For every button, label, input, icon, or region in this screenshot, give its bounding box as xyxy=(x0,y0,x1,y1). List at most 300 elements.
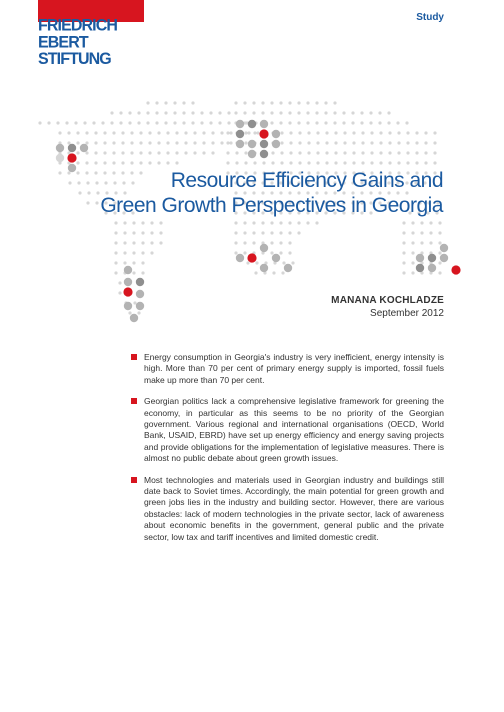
map-dot xyxy=(352,151,355,154)
map-dot xyxy=(76,151,79,154)
map-dot xyxy=(58,131,61,134)
map-dot xyxy=(191,101,194,104)
map-dot xyxy=(280,141,283,144)
map-dot xyxy=(307,141,310,144)
map-dot xyxy=(234,231,237,234)
map-dot xyxy=(325,161,328,164)
map-dot xyxy=(270,241,273,244)
map-dot xyxy=(148,151,151,154)
map-dot xyxy=(211,131,214,134)
map-dot xyxy=(94,161,97,164)
map-dot xyxy=(370,151,373,154)
map-dot xyxy=(123,221,126,224)
map-dot xyxy=(182,101,185,104)
map-dot xyxy=(65,121,68,124)
map-dot xyxy=(252,241,255,244)
map-dot xyxy=(85,131,88,134)
map-dot xyxy=(270,221,273,224)
map-dot xyxy=(235,161,238,164)
map-dot xyxy=(343,151,346,154)
map-dot xyxy=(270,101,273,104)
map-dot xyxy=(291,261,294,264)
map-dot xyxy=(361,151,364,154)
map-dot xyxy=(261,111,264,114)
map-dot xyxy=(159,241,162,244)
map-dot-highlight xyxy=(248,150,256,158)
map-dot xyxy=(324,101,327,104)
map-dot xyxy=(388,141,391,144)
map-dot xyxy=(289,131,292,134)
map-dot-highlight xyxy=(124,278,132,286)
map-dot xyxy=(252,231,255,234)
author-block xyxy=(331,295,444,319)
map-dot xyxy=(243,111,246,114)
map-dot xyxy=(114,221,117,224)
map-dot-highlight xyxy=(56,144,64,152)
map-dot xyxy=(76,141,79,144)
map-dot xyxy=(433,141,436,144)
map-dot xyxy=(289,161,292,164)
map-dot xyxy=(397,141,400,144)
map-dot xyxy=(402,231,405,234)
map-dot xyxy=(334,161,337,164)
map-dot xyxy=(420,221,423,224)
map-dot xyxy=(325,131,328,134)
title-line-2: Green Growth Perspectives in Georgia xyxy=(100,194,443,217)
map-dot xyxy=(148,131,151,134)
map-dot xyxy=(67,171,70,174)
map-dot xyxy=(306,121,309,124)
map-dot xyxy=(146,101,149,104)
map-dot xyxy=(164,111,167,114)
logo-line-1: FRIEDRICH xyxy=(38,16,118,35)
map-dot xyxy=(211,151,214,154)
map-dot xyxy=(397,161,400,164)
map-dot xyxy=(92,121,95,124)
map-dot xyxy=(298,161,301,164)
map-dot xyxy=(270,111,273,114)
map-dot-highlight xyxy=(68,144,76,152)
map-dot xyxy=(150,231,153,234)
map-dot xyxy=(114,261,117,264)
map-dot xyxy=(298,151,301,154)
publication-date: September 2012 xyxy=(370,308,444,319)
map-dot xyxy=(94,151,97,154)
summary-item-text: Energy consumption in Georgia's industry is very inefficient, energy intensity is high. More than 70 per cent of primary energy supply is imported, fossil fuels make up more than 70 per cent. xyxy=(144,352,444,385)
map-dot xyxy=(175,141,178,144)
map-dot-highlight xyxy=(260,140,268,148)
map-dot xyxy=(429,221,432,224)
map-dot xyxy=(164,101,167,104)
map-dot xyxy=(244,161,247,164)
map-dot xyxy=(334,141,337,144)
map-dot xyxy=(110,111,113,114)
map-dot xyxy=(191,121,194,124)
map-dot xyxy=(271,151,274,154)
map-dot xyxy=(307,151,310,154)
map-dot xyxy=(256,131,259,134)
map-dot xyxy=(261,231,264,234)
map-dot xyxy=(281,271,284,274)
map-dot xyxy=(220,141,223,144)
map-dot xyxy=(289,151,292,154)
map-dot xyxy=(227,121,230,124)
map-dot xyxy=(262,161,265,164)
map-dot xyxy=(324,111,327,114)
map-dot xyxy=(351,111,354,114)
map-dot xyxy=(370,161,373,164)
map-dot-highlight xyxy=(124,302,132,310)
map-dot xyxy=(166,131,169,134)
map-dot-highlight xyxy=(260,264,268,272)
map-dot xyxy=(184,141,187,144)
map-dot xyxy=(182,121,185,124)
map-dot-highlight xyxy=(248,120,256,128)
map-dot xyxy=(411,241,414,244)
map-dot xyxy=(433,131,436,134)
map-dot xyxy=(270,121,273,124)
map-dot xyxy=(288,121,291,124)
map-dot xyxy=(121,161,124,164)
map-dot xyxy=(343,161,346,164)
map-dot xyxy=(415,141,418,144)
map-dot xyxy=(74,121,77,124)
map-dot xyxy=(387,121,390,124)
map-dot xyxy=(411,251,414,254)
map-dot xyxy=(166,141,169,144)
map-dot xyxy=(123,241,126,244)
map-dot-highlight xyxy=(260,150,268,158)
map-dot xyxy=(298,141,301,144)
map-dot xyxy=(316,131,319,134)
map-dot-highlight xyxy=(248,140,256,148)
map-dot-highlight xyxy=(56,154,64,162)
map-dot xyxy=(288,251,291,254)
map-dot xyxy=(261,101,264,104)
map-dot xyxy=(352,161,355,164)
map-dot xyxy=(226,151,229,154)
map-dot xyxy=(83,121,86,124)
map-dot xyxy=(67,131,70,134)
map-dot xyxy=(137,121,140,124)
summary-list xyxy=(131,352,444,553)
map-dot xyxy=(114,241,117,244)
map-dot-highlight xyxy=(440,254,448,262)
map-marker-red xyxy=(123,287,132,296)
map-dot xyxy=(406,131,409,134)
map-dot xyxy=(388,131,391,134)
map-dot xyxy=(297,111,300,114)
map-dot xyxy=(255,261,258,264)
map-dot xyxy=(279,111,282,114)
map-dot xyxy=(157,151,160,154)
map-dot xyxy=(234,111,237,114)
map-dot xyxy=(234,251,237,254)
map-dot xyxy=(438,241,441,244)
map-dot xyxy=(279,251,282,254)
map-dot xyxy=(184,131,187,134)
map-dot xyxy=(411,271,414,274)
map-dot xyxy=(307,161,310,164)
map-dot xyxy=(86,181,89,184)
map-dot-highlight xyxy=(284,264,292,272)
map-dot xyxy=(234,101,237,104)
map-dot xyxy=(202,151,205,154)
map-dot xyxy=(141,251,144,254)
map-dot xyxy=(173,111,176,114)
map-dot xyxy=(141,221,144,224)
map-dot xyxy=(56,121,59,124)
map-dot xyxy=(112,141,115,144)
map-dot xyxy=(202,131,205,134)
map-dot xyxy=(306,221,309,224)
map-dot xyxy=(415,151,418,154)
map-dot-highlight xyxy=(236,130,244,138)
map-dot xyxy=(95,201,98,204)
map-dot xyxy=(406,141,409,144)
map-dot-highlight xyxy=(272,130,280,138)
map-dot xyxy=(139,141,142,144)
map-dot xyxy=(402,221,405,224)
map-dot xyxy=(95,181,98,184)
map-dot xyxy=(429,241,432,244)
map-dot xyxy=(123,251,126,254)
map-dot xyxy=(229,141,232,144)
map-dot xyxy=(342,121,345,124)
map-dot xyxy=(85,151,88,154)
map-dot xyxy=(280,131,283,134)
map-dot xyxy=(352,131,355,134)
map-dot xyxy=(150,251,153,254)
map-dot xyxy=(388,151,391,154)
map-dot xyxy=(333,101,336,104)
title-line-1: Resource Efficiency Gains and xyxy=(170,169,443,192)
summary-item-text: Most technologies and materials used in Georgian industry and buildings still date back to Soviet times. Accordingly, the main potential for green growth and green jobs lies in the industry and building sector. However, there are various obstacles: lack of modern technologies in the private sector, lack of awareness about economic benefits in the government, general public and the private sector, low tax and tariff incentives and limited domestic credit. xyxy=(144,474,444,542)
map-dot xyxy=(360,111,363,114)
map-dot xyxy=(406,151,409,154)
summary-item-text: Georgian politics lack a comprehensive legislative framework for greening the economy, in particular as this seems to be no priority of the Georgian government. Various regional and international organisations (OECD, World Bank, USAID, EBRD) have set up energy efficiency and energy saving projects and provide obligations for the implementation of legislative measures. There is almost no public debate about green growth issues. xyxy=(144,396,444,464)
map-dot-highlight xyxy=(68,164,76,172)
map-dot xyxy=(388,161,391,164)
map-dot-highlight xyxy=(428,254,436,262)
map-dot xyxy=(68,181,71,184)
map-dot xyxy=(282,261,285,264)
map-dot xyxy=(130,131,133,134)
map-dot-highlight xyxy=(416,264,424,272)
map-dot xyxy=(361,161,364,164)
map-dot xyxy=(279,121,282,124)
map-dot xyxy=(191,111,194,114)
map-dot xyxy=(47,121,50,124)
map-dot xyxy=(360,121,363,124)
bullet-square-icon xyxy=(131,354,137,360)
map-dot xyxy=(316,151,319,154)
summary-item xyxy=(131,475,444,543)
map-dot-highlight xyxy=(136,290,144,298)
map-dot xyxy=(378,121,381,124)
map-dot xyxy=(58,171,61,174)
map-dot xyxy=(200,121,203,124)
map-dot xyxy=(402,251,405,254)
map-dot xyxy=(146,111,149,114)
map-dot xyxy=(420,231,423,234)
summary-item xyxy=(131,396,444,464)
map-dot-highlight xyxy=(236,120,244,128)
map-dot xyxy=(157,131,160,134)
map-dot xyxy=(200,111,203,114)
map-dot xyxy=(424,131,427,134)
map-dot-highlight xyxy=(124,266,132,274)
map-dot-highlight xyxy=(236,254,244,262)
map-dot xyxy=(411,231,414,234)
map-dot xyxy=(103,151,106,154)
logo-line-2: EBERT xyxy=(38,33,88,52)
map-dot xyxy=(159,221,162,224)
map-dot xyxy=(76,171,79,174)
map-dot xyxy=(429,231,432,234)
map-dot xyxy=(132,241,135,244)
map-dot xyxy=(297,231,300,234)
map-dot xyxy=(121,131,124,134)
map-dot xyxy=(123,261,126,264)
map-dot xyxy=(334,131,337,134)
map-dot xyxy=(121,151,124,154)
map-dot xyxy=(78,191,81,194)
map-dot xyxy=(438,271,441,274)
map-dot xyxy=(438,231,441,234)
map-dot xyxy=(112,151,115,154)
map-dot-highlight xyxy=(136,278,144,286)
map-dot xyxy=(96,191,99,194)
map-dot xyxy=(218,111,221,114)
map-dot xyxy=(406,161,409,164)
map-dot xyxy=(279,231,282,234)
map-dot xyxy=(243,231,246,234)
map-dot xyxy=(438,261,441,264)
map-dot xyxy=(252,101,255,104)
map-dot xyxy=(415,131,418,134)
map-dot xyxy=(247,131,250,134)
map-dot xyxy=(209,111,212,114)
map-dot xyxy=(379,131,382,134)
map-dot xyxy=(218,121,221,124)
map-dot xyxy=(325,141,328,144)
document-title xyxy=(100,168,443,218)
map-dot xyxy=(229,131,232,134)
map-dot xyxy=(243,241,246,244)
map-marker-red xyxy=(67,153,76,162)
map-dot xyxy=(193,151,196,154)
map-dot xyxy=(297,101,300,104)
map-dot xyxy=(402,271,405,274)
map-dot xyxy=(101,121,104,124)
map-dot xyxy=(316,141,319,144)
map-dot xyxy=(411,221,414,224)
map-dot xyxy=(76,131,79,134)
map-dot xyxy=(173,101,176,104)
map-dot xyxy=(150,241,153,244)
map-dot xyxy=(271,161,274,164)
map-dot xyxy=(132,231,135,234)
map-dot-highlight xyxy=(272,254,280,262)
map-dot xyxy=(38,121,41,124)
map-dot xyxy=(379,151,382,154)
map-dot xyxy=(387,111,390,114)
map-dot xyxy=(280,151,283,154)
map-dot xyxy=(272,271,275,274)
map-dot xyxy=(193,131,196,134)
map-dot xyxy=(110,121,113,124)
map-dot xyxy=(118,281,121,284)
map-dot xyxy=(244,151,247,154)
map-dot xyxy=(424,141,427,144)
map-dot xyxy=(85,161,88,164)
document-category: Study xyxy=(416,12,444,23)
map-marker-red xyxy=(451,265,460,274)
map-dot xyxy=(157,141,160,144)
map-dot xyxy=(103,131,106,134)
map-dot xyxy=(119,111,122,114)
map-dot xyxy=(243,221,246,224)
map-dot xyxy=(411,261,414,264)
map-dot xyxy=(164,121,167,124)
map-dot xyxy=(343,141,346,144)
map-dot xyxy=(244,131,247,134)
map-dot xyxy=(137,111,140,114)
map-dot xyxy=(288,221,291,224)
map-dot xyxy=(252,221,255,224)
map-dot xyxy=(254,271,257,274)
map-dot xyxy=(370,131,373,134)
map-dot xyxy=(85,171,88,174)
map-dot xyxy=(141,231,144,234)
map-dot-highlight xyxy=(136,302,144,310)
map-dot xyxy=(166,161,169,164)
map-dot xyxy=(132,271,135,274)
map-dot xyxy=(226,141,229,144)
map-dot xyxy=(424,161,427,164)
map-dot xyxy=(402,241,405,244)
map-dot-highlight xyxy=(440,244,448,252)
map-dot xyxy=(132,261,135,264)
map-dot xyxy=(298,131,301,134)
map-dot xyxy=(103,141,106,144)
map-dot xyxy=(182,111,185,114)
map-dot xyxy=(94,131,97,134)
map-dot xyxy=(175,161,178,164)
map-dot xyxy=(433,151,436,154)
map-dot xyxy=(155,101,158,104)
map-dot xyxy=(402,261,405,264)
map-dot xyxy=(150,221,153,224)
map-dot xyxy=(297,221,300,224)
map-dot xyxy=(379,141,382,144)
map-dot xyxy=(123,231,126,234)
map-dot xyxy=(279,221,282,224)
map-dot xyxy=(184,151,187,154)
map-dot xyxy=(324,121,327,124)
map-dot xyxy=(315,101,318,104)
bullet-square-icon xyxy=(131,477,137,483)
map-dot xyxy=(159,231,162,234)
map-dot xyxy=(315,221,318,224)
map-dot xyxy=(103,161,106,164)
map-dot xyxy=(252,111,255,114)
map-dot xyxy=(86,201,89,204)
map-dot xyxy=(193,141,196,144)
map-dot xyxy=(114,271,117,274)
map-marker-red xyxy=(259,129,268,138)
